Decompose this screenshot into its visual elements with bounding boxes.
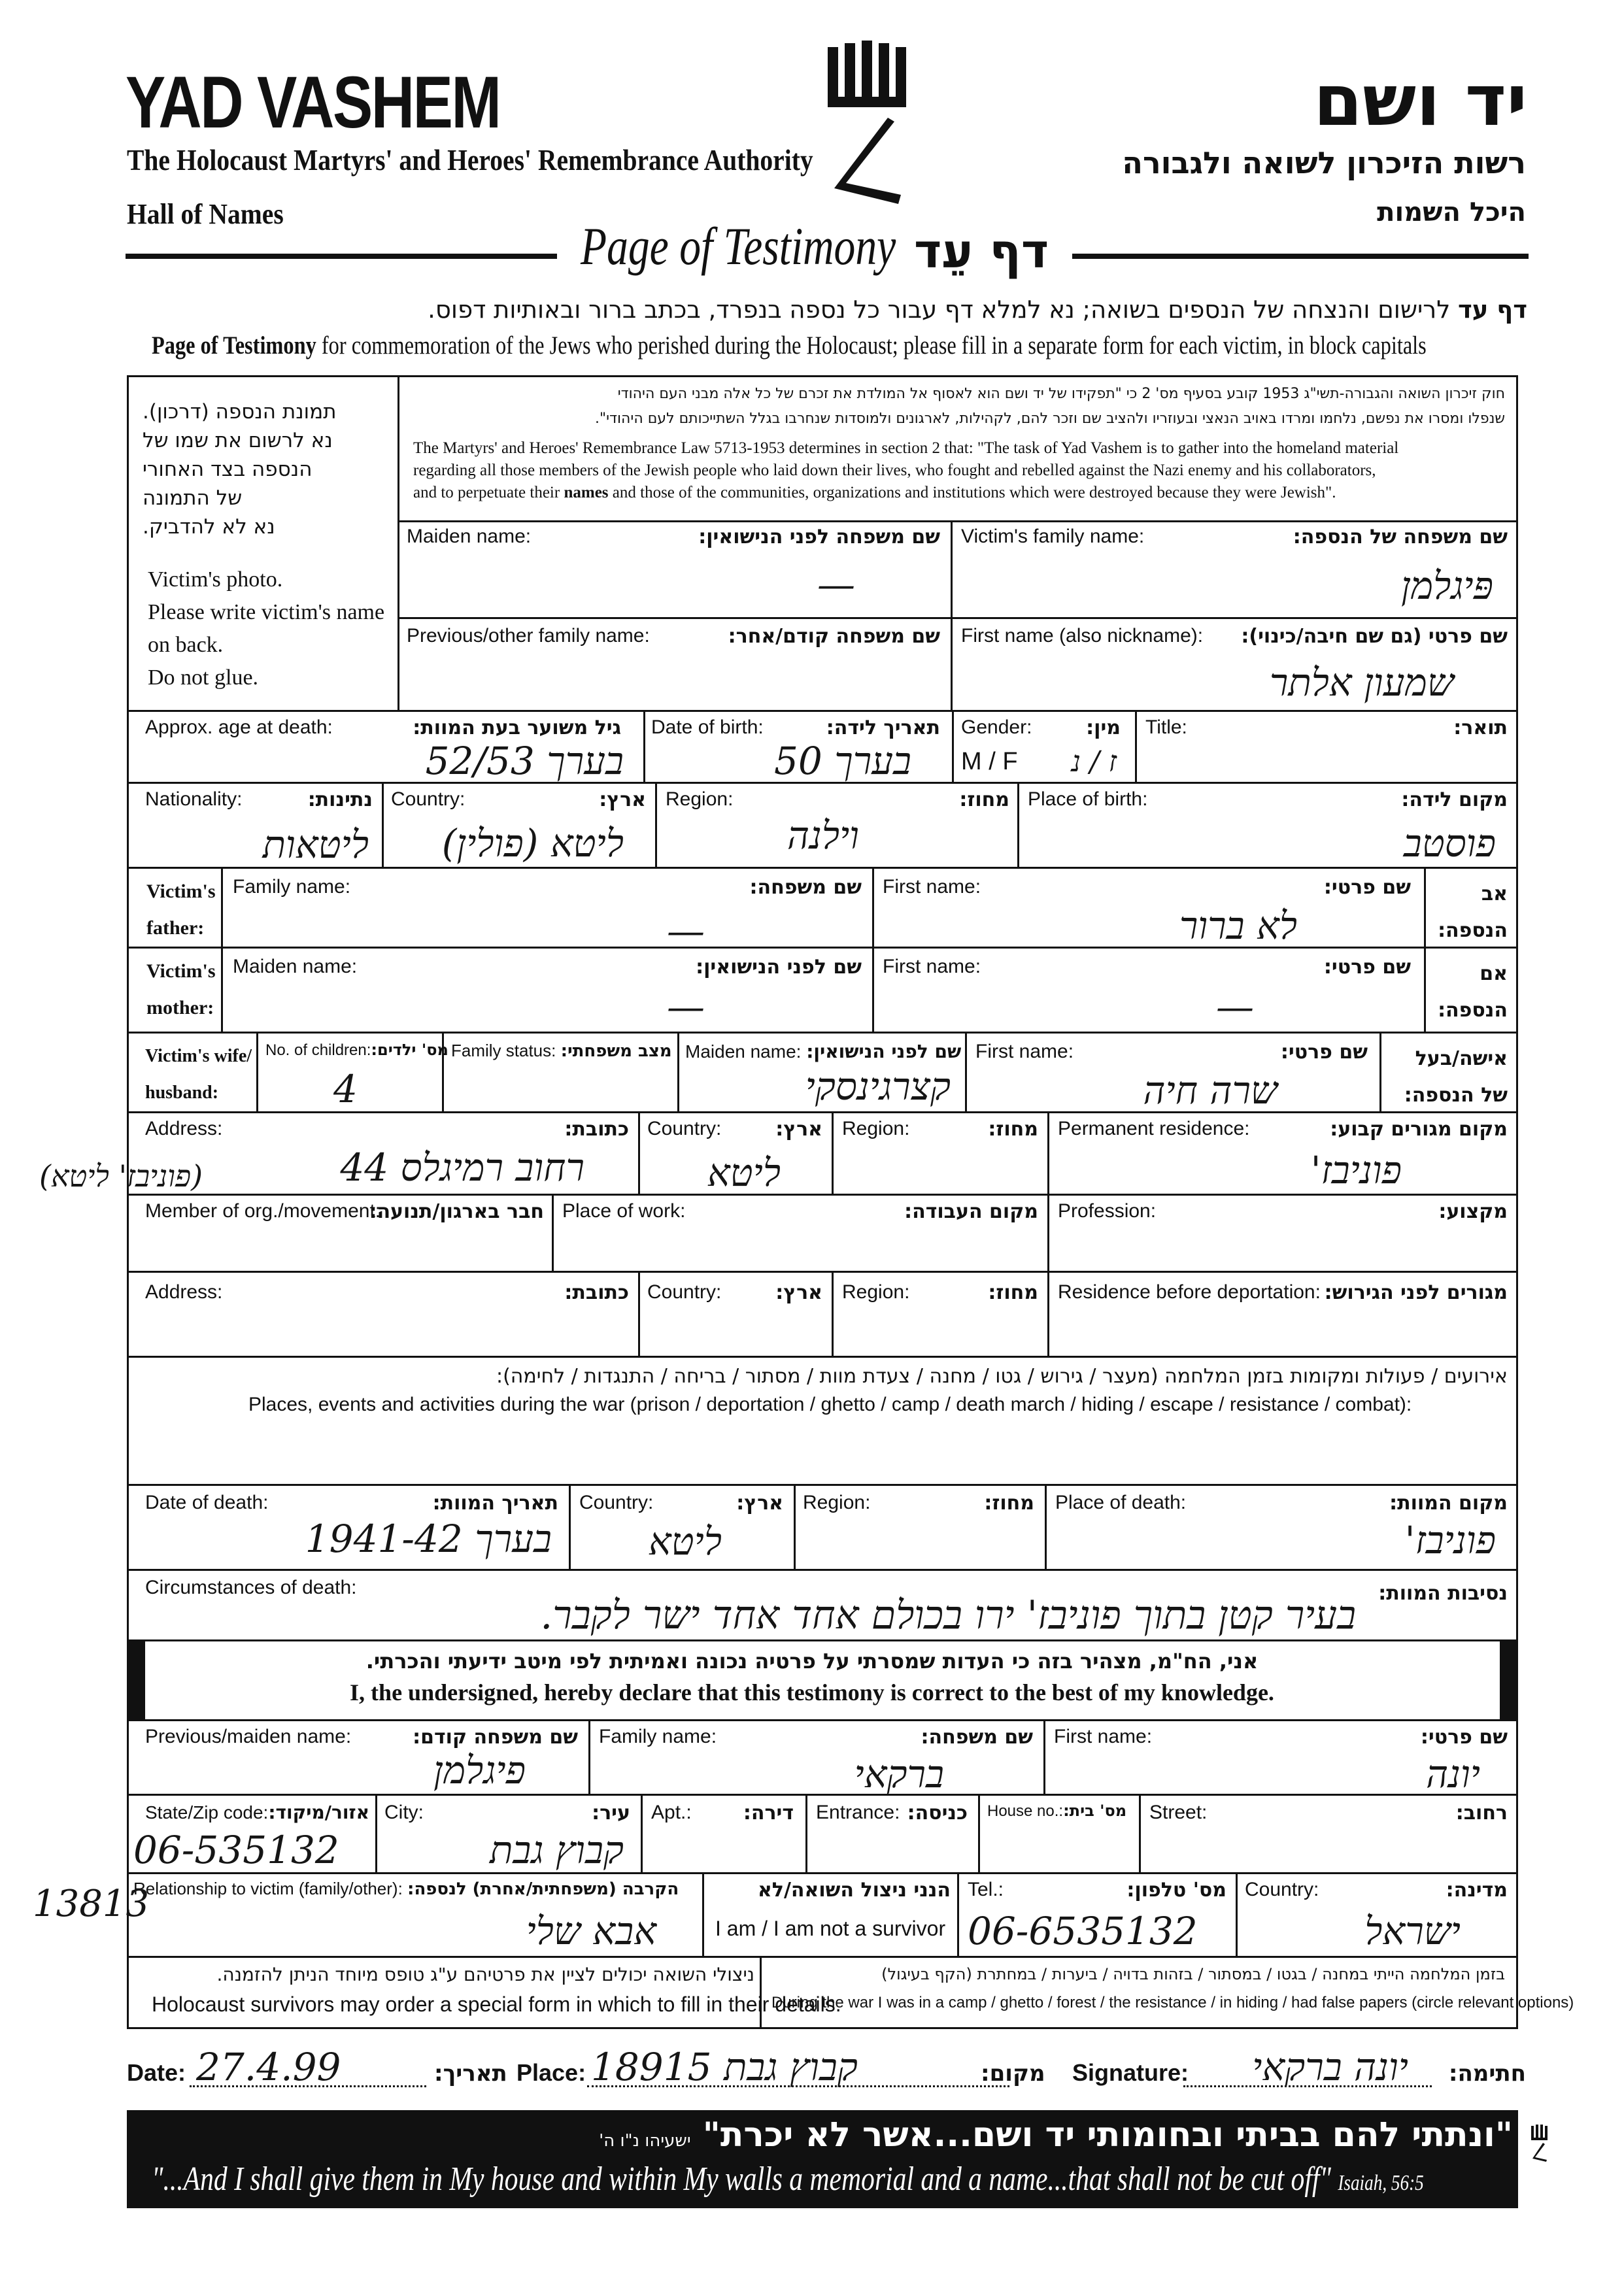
spouse-maiden-label-he: שם לפני הנישואין: bbox=[806, 1041, 962, 1062]
sub-country-label: Country: bbox=[1245, 1879, 1319, 1900]
tel-label-he: מס' טלפון: bbox=[1126, 1879, 1226, 1902]
rule-v-nat3 bbox=[1017, 782, 1019, 867]
sub-prev-label: Previous/maiden name: bbox=[145, 1726, 352, 1747]
rule-v-nat2 bbox=[655, 782, 657, 867]
intro-he bbox=[428, 295, 1527, 324]
rule-war bbox=[127, 1484, 1518, 1486]
family-name-label-he: שם משפחה של הנספה: bbox=[1293, 526, 1508, 548]
status-label-en: Family status: bbox=[451, 1041, 556, 1060]
rule-v-addr3 bbox=[1047, 1111, 1049, 1194]
footer-quote-en bbox=[152, 2160, 1424, 2198]
address2-country-label: Country: bbox=[647, 1281, 722, 1303]
address2-region-label: Region: bbox=[842, 1281, 910, 1303]
date-label-he: תאריך: bbox=[434, 2060, 507, 2087]
member-label: Member of org./movement: bbox=[145, 1200, 381, 1222]
rule-v-age3 bbox=[1135, 710, 1137, 782]
children-label-he: מס' ילדים: bbox=[371, 1041, 448, 1059]
relationship-label bbox=[133, 1879, 679, 1899]
photo-en-3: on back. bbox=[148, 633, 224, 657]
profession-label: Profession: bbox=[1058, 1200, 1157, 1222]
sub-family-label: Family name: bbox=[599, 1726, 717, 1747]
rule-death bbox=[127, 1569, 1518, 1571]
rule-v-s4 bbox=[641, 1794, 643, 1872]
circumstances-label: Circumstances of death: bbox=[145, 1577, 357, 1598]
place-label: Place: bbox=[516, 2059, 586, 2086]
nationality-label: Nationality: bbox=[145, 788, 243, 810]
war-label-he: אירועים / פעולות ומקומות בזמן המלחמה (מעצר / גירוש / גטו / מחנה / צעדת מוות / מסתור / בריחה / התנגדות / לחימה): bbox=[496, 1365, 1508, 1388]
mother-first-label: First name: bbox=[883, 956, 981, 977]
perm-res-label: Permanent residence: bbox=[1058, 1118, 1250, 1139]
rule-v-age1 bbox=[643, 710, 645, 782]
children-label-en: No. of children: bbox=[265, 1041, 371, 1059]
rule-v-s7 bbox=[1139, 1794, 1141, 1872]
prev-name-label: Previous/other family name: bbox=[407, 625, 650, 647]
sub-country-value[interactable]: ישראל bbox=[1364, 1909, 1461, 1953]
address-country-value[interactable]: ליטא bbox=[707, 1151, 781, 1195]
photo-box-instructions-he bbox=[143, 397, 378, 541]
rule-v-work1 bbox=[552, 1194, 554, 1271]
small-logo-icon bbox=[1530, 2125, 1549, 2164]
yad-vashem-logo bbox=[822, 41, 927, 210]
rule-v-s9 bbox=[957, 1872, 959, 1956]
law-en-1: The Martyrs' and Heroes' Remembrance Law 5713-1953 determines in section 2 that: "The task of Yad Vashem is to gather into the homeland material bbox=[413, 439, 1399, 457]
rule-v-s8 bbox=[702, 1872, 704, 1956]
footer-source-en: Isaiah, 56:5 bbox=[1338, 2171, 1424, 2195]
address-region-label: Region: bbox=[842, 1118, 910, 1139]
rule-submitter3 bbox=[127, 1872, 1518, 1874]
father-family-label: Family name: bbox=[233, 876, 351, 898]
zip-value[interactable]: 06-535132 bbox=[133, 1828, 339, 1872]
rule-submitter1 bbox=[127, 1719, 1518, 1721]
dob-value[interactable]: בערך 50 bbox=[773, 739, 911, 783]
title-rule-left bbox=[126, 254, 557, 259]
rule-v-a2-2 bbox=[832, 1271, 834, 1356]
perm-res-label-he: מקום מגורים קבוע: bbox=[1330, 1118, 1508, 1141]
title-rule-right bbox=[1072, 254, 1529, 259]
rule-address1 bbox=[127, 1194, 1518, 1196]
rule-v-s10 bbox=[1236, 1872, 1238, 1956]
survivor-note-left-en: Holocaust survivors may order a special form in which to fill in their details. bbox=[152, 1992, 841, 2016]
apt-label: Apt.: bbox=[651, 1802, 692, 1823]
family-name-label: Victim's family name: bbox=[961, 526, 1145, 547]
mother-side-en-1: Victim's bbox=[146, 960, 216, 982]
rule-v-age2 bbox=[952, 710, 954, 782]
street-label-he: רחוב: bbox=[1455, 1802, 1508, 1824]
address2-country-label-he: ארץ: bbox=[775, 1281, 822, 1304]
sub-first-label: First name: bbox=[1054, 1726, 1153, 1747]
footer-quote-he-text: "ונתתי להם בביתי ובחומותי יד ושם...אשר לא יכרת" bbox=[702, 2115, 1513, 2155]
mother-first-label-he: שם פרטי: bbox=[1323, 956, 1411, 979]
signature-label-he: חתימה: bbox=[1448, 2060, 1526, 2087]
death-date-label-he: תאריך המוות: bbox=[432, 1492, 558, 1515]
rule-v-nat1 bbox=[382, 782, 384, 867]
city-label: City: bbox=[384, 1802, 424, 1823]
father-first-label: First name: bbox=[883, 876, 981, 898]
circumstances-value[interactable]: בעיר קטן בתוך פוניבז' ירו בכולם אחד אחד ישר לקבר. bbox=[540, 1592, 1356, 1638]
rule-spouse bbox=[127, 1111, 1518, 1113]
spouse-side-he bbox=[1404, 1041, 1508, 1114]
footer-quote-he bbox=[599, 2115, 1513, 2155]
intro-he-bold: דף עד bbox=[1458, 295, 1527, 324]
prev-name-label-he: שם משפחה קודם/אחר: bbox=[728, 625, 940, 648]
war-label-en: Places, events and activities during the war (prison / deportation / ghetto / camp / death march / hiding / escape / resistance / combat): bbox=[248, 1394, 1412, 1415]
rule-v-d1 bbox=[569, 1484, 571, 1569]
death-region-label-he: מחוז: bbox=[984, 1492, 1034, 1515]
address-country-label: Country: bbox=[647, 1118, 722, 1139]
intro-en-text: for commemoration of the Jews who perished during the Holocaust; please fill in a separate form for each victim, in block capitals bbox=[321, 331, 1427, 360]
rule-v-s6 bbox=[978, 1794, 980, 1872]
place-label-he: מקום: bbox=[981, 2060, 1045, 2087]
res-before-label-he: מגורים לפני הגירוש: bbox=[1324, 1281, 1508, 1304]
spouse-first-label-he: שם פרטי: bbox=[1280, 1041, 1368, 1064]
death-place-label: Place of death: bbox=[1055, 1492, 1187, 1513]
intro-en bbox=[152, 331, 1427, 360]
rule-nat bbox=[127, 867, 1518, 869]
maiden-name-label: Maiden name: bbox=[407, 526, 532, 547]
intro-en-bold: Page of Testimony bbox=[152, 331, 316, 360]
survivor-note-right-en: During the war I was in a camp / ghetto / forest / the resistance / in hiding / had false papers (circle relevant options) bbox=[771, 1994, 1574, 2011]
workplace-label-he: מקום העבודה: bbox=[904, 1200, 1038, 1223]
zip-label bbox=[145, 1802, 369, 1823]
authority-he: רשות הזיכרון לשואה ולגבורה bbox=[1122, 145, 1526, 180]
rule-father bbox=[127, 947, 1518, 949]
id-number: 13813 bbox=[33, 1883, 150, 1925]
mother-side-en-2: mother: bbox=[146, 997, 214, 1018]
mother-side-he-1: אם bbox=[1480, 962, 1508, 985]
city-value[interactable]: קבוץ גבת bbox=[490, 1828, 624, 1872]
photo-he-4: של התמונה bbox=[143, 486, 243, 510]
sub-family-label-he: שם משפחה: bbox=[921, 1726, 1033, 1749]
entrance-label-he: כניסה: bbox=[907, 1802, 968, 1824]
country-label: Country: bbox=[391, 788, 465, 810]
rule-work bbox=[127, 1271, 1518, 1273]
survivor-note-left-he: ניצולי השואה יכולים לציין את פרטיהם ע"ג טופס מיוחד הניתן להזמנה. bbox=[216, 1964, 754, 1985]
photo-he-3: הנספה בצד האחורי bbox=[143, 458, 313, 481]
date-value[interactable]: 27.4.99 bbox=[196, 2045, 341, 2089]
father-side-en-1: Victim's bbox=[146, 881, 216, 902]
street-label: Street: bbox=[1149, 1802, 1208, 1823]
rule-submitter4 bbox=[127, 1956, 1518, 1958]
photo-he-2: נא לרשום את שמו של bbox=[143, 429, 333, 452]
death-country-value[interactable]: ליטא bbox=[648, 1519, 722, 1564]
country-label-he: ארץ: bbox=[599, 788, 646, 811]
spouse-first-value[interactable]: שרה חיה bbox=[1143, 1068, 1277, 1113]
spouse-side-he-2: של הנספה: bbox=[1404, 1084, 1508, 1107]
address-region-label-he: מחוז: bbox=[988, 1118, 1038, 1141]
relationship-label-en: Relationship to victim (family/other): bbox=[133, 1879, 403, 1898]
death-region-label: Region: bbox=[803, 1492, 871, 1513]
sub-first-label-he: שם פרטי: bbox=[1420, 1726, 1508, 1749]
law-he-2: שנפלו ומסרו את נפשם, נלחמו ומרדו באויב הנאצי ובעוזריו ולהציב שם וזכר להם, לקהילות, לארגונים ולמוסדות שנחרבו בגלל השתייכותם לעם היהודי". bbox=[595, 411, 1505, 427]
rule-v-d2 bbox=[794, 1484, 796, 1569]
rule-address2 bbox=[127, 1356, 1518, 1358]
relationship-label-he: הקרבה (משפחתית/אחרת) לנספה: bbox=[407, 1879, 679, 1899]
law-en-3b: names bbox=[564, 484, 609, 501]
age-value[interactable]: בערך 52/53 bbox=[425, 739, 624, 783]
address-label-he: כתובת: bbox=[564, 1118, 629, 1141]
father-side-he-2: הנספה: bbox=[1438, 919, 1508, 942]
tel-value[interactable]: 06-6535132 bbox=[968, 1909, 1198, 1953]
intro-he-text: לרישום והנצחה של הנספים בשואה; נא למלא דף עבור כל נספה בנפרד, בכתב ברור ובאותיות דפוס. bbox=[428, 295, 1451, 324]
spouse-maiden-label-en: Maiden name: bbox=[685, 1041, 802, 1062]
father-first-label-he: שם פרטי: bbox=[1323, 876, 1411, 899]
address-country-label-he: ארץ: bbox=[775, 1118, 822, 1141]
spouse-side-he-1: אישה/בעל bbox=[1415, 1047, 1508, 1070]
father-side-he bbox=[1438, 876, 1508, 949]
photo-en-4: Do not glue. bbox=[148, 665, 259, 690]
place-value[interactable]: 18915 קבוץ גבת bbox=[591, 2045, 858, 2089]
rule-v-names bbox=[951, 520, 953, 710]
rule-v-sp3 bbox=[677, 1032, 679, 1111]
mother-side-he-2: הנספה: bbox=[1438, 999, 1508, 1022]
spouse-maiden-label bbox=[685, 1041, 961, 1062]
dob-label-he: תאריך לידה: bbox=[826, 716, 940, 739]
rule-v-s2 bbox=[1043, 1719, 1045, 1794]
photo-he-1: תמונת הנספה (דרכון). bbox=[143, 400, 337, 424]
rule-photo bbox=[127, 710, 1518, 712]
rule-v-sp4 bbox=[965, 1032, 967, 1111]
rule-v-photo bbox=[398, 375, 399, 710]
rule-submitter2 bbox=[127, 1794, 1518, 1796]
death-place-label-he: מקום המוות: bbox=[1389, 1492, 1508, 1515]
father-side-he-1: אב bbox=[1481, 882, 1508, 905]
zip-label-he: אזור/מיקוד: bbox=[268, 1802, 370, 1823]
declaration-he: אני, הח"מ, מצהיר בזה כי העדות שמסרתי על פרטיה נכונה ואמיתית לפי מיטב ידיעתי והכרתי. bbox=[365, 1649, 1259, 1673]
pob-label: Place of birth: bbox=[1028, 788, 1148, 810]
rule-mother bbox=[127, 1032, 1518, 1034]
address-value[interactable]: רחוב רמיגלס 44 bbox=[340, 1145, 584, 1190]
perm-res-value[interactable]: פוניבז' bbox=[1310, 1148, 1402, 1192]
address-label: Address: bbox=[145, 1118, 223, 1139]
mother-side-en bbox=[146, 953, 216, 1026]
rule-v-sp1 bbox=[256, 1032, 258, 1111]
spouse-side-en bbox=[145, 1038, 252, 1111]
first-name-value[interactable]: שמעון אלתר bbox=[1269, 660, 1454, 705]
maiden-name-value[interactable]: — bbox=[817, 562, 855, 607]
signature-value[interactable]: יונה ברקאי bbox=[1252, 2045, 1408, 2089]
hall-he: היכל השמות bbox=[1377, 197, 1526, 227]
dob-label: Date of birth: bbox=[651, 716, 764, 738]
spouse-side-en-2: husband: bbox=[145, 1083, 219, 1103]
photo-he-5: נא לא להדביק. bbox=[143, 515, 275, 539]
signature-label: Signature: bbox=[1072, 2059, 1189, 2086]
res-before-label: Residence before deportation: bbox=[1058, 1281, 1321, 1303]
law-en-3a: and to perpetuate their bbox=[413, 484, 560, 501]
title-en: Page of Testimony bbox=[581, 216, 896, 276]
entrance-label: Entrance: bbox=[816, 1802, 900, 1823]
status-label bbox=[451, 1041, 672, 1061]
mother-maiden-label-he: שם לפני הנישואין: bbox=[696, 956, 862, 979]
father-side-en bbox=[146, 873, 216, 947]
rule-names-mid bbox=[399, 617, 1518, 619]
tel-label: Tel.: bbox=[968, 1879, 1004, 1900]
gender-label-he: מין: bbox=[1086, 716, 1121, 739]
declaration-en: I, the undersigned, hereby declare that this testimony is correct to the best of my knowledge. bbox=[350, 1679, 1274, 1706]
status-label-he: מצב משפחתי: bbox=[560, 1041, 672, 1061]
footer-quote-en-text: "...And I shall give them in My house and within My walls a memorial and a name...that shall not be cut off" bbox=[152, 2160, 1331, 2198]
relationship-value[interactable]: אבא שלי bbox=[526, 1909, 656, 1953]
region-value[interactable]: וילנה bbox=[787, 813, 859, 858]
death-country-label: Country: bbox=[579, 1492, 654, 1513]
nationality-label-he: נתינות: bbox=[307, 788, 373, 811]
rule-v-s1 bbox=[588, 1719, 590, 1794]
mother-first-value[interactable]: — bbox=[1216, 984, 1254, 1029]
rule-v-a2-3 bbox=[1047, 1271, 1049, 1356]
father-side-en-2: father: bbox=[146, 917, 205, 939]
footer-source-he: ישעיהו נ"ו ה' bbox=[599, 2131, 691, 2151]
maiden-name-label-he: שם משפחה לפני הנישואין: bbox=[698, 526, 940, 548]
title-he: דף עֵד bbox=[914, 224, 1049, 278]
first-name-label-he: שם פרטי (גם שם חיבה/כינוי): bbox=[1241, 625, 1508, 648]
age-label-he: גיל משוער בעת המוות: bbox=[413, 716, 621, 739]
hall-en: Hall of Names bbox=[127, 198, 284, 230]
father-first-value[interactable]: לא ברור bbox=[1179, 903, 1297, 948]
death-country-label-he: ארץ: bbox=[736, 1492, 783, 1515]
apt-label-he: דירה: bbox=[743, 1802, 794, 1824]
zip-label-en: State/Zip code: bbox=[145, 1802, 269, 1823]
address2-label-he: כתובת: bbox=[564, 1281, 629, 1304]
address2-region-label-he: מחוז: bbox=[988, 1281, 1038, 1304]
country-value[interactable]: ליטא (פולין) bbox=[441, 821, 624, 866]
nationality-value[interactable]: ליטאות bbox=[262, 822, 369, 867]
member-label-he: חבר בארגון/תנועה: bbox=[369, 1200, 544, 1223]
house-label-en: House no.: bbox=[987, 1802, 1064, 1820]
law-en-3c: and those of the communities, organizations and institutions which were destroyed because they were Jewish". bbox=[612, 484, 1336, 501]
rule-v-father3 bbox=[1424, 867, 1426, 1032]
mother-side-he bbox=[1438, 956, 1508, 1029]
rule-v-father1 bbox=[221, 867, 223, 1032]
sub-first-value[interactable]: יונה bbox=[1426, 1752, 1480, 1796]
spouse-maiden-value[interactable]: קצרגינסקי bbox=[805, 1064, 951, 1109]
date-label: Date: bbox=[127, 2059, 186, 2086]
region-label-he: מחוז: bbox=[959, 788, 1009, 811]
region-label: Region: bbox=[666, 788, 734, 810]
gender-label: Gender: bbox=[961, 716, 1032, 738]
father-family-label-he: שם משפחה: bbox=[749, 876, 862, 899]
city-label-he: עיר: bbox=[592, 1802, 630, 1824]
rule-law bbox=[399, 520, 1518, 522]
rule-v-addr2 bbox=[832, 1111, 834, 1194]
sub-country-label-he: מדינה: bbox=[1446, 1879, 1508, 1902]
photo-en-1: Victim's photo. bbox=[148, 567, 283, 592]
law-he-1: חוק זיכרון השואה והגבורה-תשי"ג 1953 קובע בסעיף מס' 2 כי "תפקידו של יד ושם הוא לאסוף אל המולדת את זכרם של כל אלה מבני העם היהודי bbox=[617, 386, 1505, 402]
workplace-label: Place of work: bbox=[562, 1200, 686, 1222]
circumstances-label-he: נסיבות המוות: bbox=[1378, 1582, 1508, 1605]
survivor-he: הנני ניצול השואה/לא bbox=[757, 1879, 951, 1902]
mother-maiden-label: Maiden name: bbox=[233, 956, 358, 977]
rule-v-d3 bbox=[1045, 1484, 1047, 1569]
photo-en-2: Please write victim's name bbox=[148, 600, 385, 624]
org-name-en: YAD VASHEM bbox=[126, 61, 500, 143]
survivor-en: I am / I am not a survivor bbox=[715, 1917, 946, 1940]
rule-v-father2 bbox=[872, 867, 874, 1032]
sub-prev-label-he: שם משפחה קודם: bbox=[413, 1726, 578, 1749]
gender-value[interactable]: ז / נ bbox=[1071, 745, 1117, 779]
rule-v-s5 bbox=[805, 1794, 807, 1872]
margin-note: (פוניבז' ליטא) bbox=[39, 1158, 203, 1194]
rule-v-addr1 bbox=[638, 1111, 640, 1194]
sub-family-value[interactable]: ברקאי bbox=[854, 1752, 944, 1796]
survivor-note-right-he: בזמן המלחמה הייתי במחנה / בגטו / במסתור / בזהות בדויה / ביערות / במחתרת (הקף בעיגול) bbox=[881, 1965, 1505, 1983]
pob-value[interactable]: פוסטב bbox=[1403, 821, 1496, 866]
rule-v-sp5 bbox=[1379, 1032, 1381, 1111]
gender-mf: M / F bbox=[961, 748, 1018, 775]
org-name-he: יד ושם bbox=[1313, 60, 1527, 142]
photo-box-instructions-en bbox=[148, 563, 384, 694]
house-label-he: מס' בית: bbox=[1063, 1802, 1127, 1820]
death-place-value[interactable]: פוניבז' bbox=[1404, 1518, 1496, 1562]
death-date-label: Date of death: bbox=[145, 1492, 269, 1513]
house-label bbox=[987, 1802, 1126, 1821]
law-en-3 bbox=[413, 484, 1336, 502]
sub-prev-value[interactable]: פיגלמן bbox=[433, 1748, 526, 1792]
profession-label-he: מקצוע: bbox=[1438, 1200, 1508, 1223]
rule-v-work2 bbox=[1047, 1194, 1049, 1271]
mother-maiden-value[interactable]: — bbox=[667, 984, 705, 1029]
address2-label: Address: bbox=[145, 1281, 223, 1303]
first-name-label: First name (also nickname): bbox=[961, 625, 1204, 647]
title-label: Title: bbox=[1145, 716, 1187, 738]
authority-en: The Holocaust Martyrs' and Heroes' Remembrance Authority bbox=[127, 143, 813, 176]
law-en-2: regarding all those members of the Jewish people who laid down their lives, who fought and rebelled against the Nazi enemy and his collaborators, bbox=[413, 462, 1376, 479]
pob-label-he: מקום לידה: bbox=[1401, 788, 1508, 811]
death-date-value[interactable]: בערך 1941-42 bbox=[305, 1517, 552, 1561]
spouse-side-en-1: Victim's wife/ bbox=[145, 1046, 252, 1066]
age-label: Approx. age at death: bbox=[145, 716, 333, 738]
rule-v-s3 bbox=[375, 1794, 377, 1872]
spouse-first-label: First name: bbox=[975, 1041, 1074, 1062]
children-value[interactable]: 4 bbox=[333, 1067, 358, 1111]
rule-v-a2-1 bbox=[638, 1271, 640, 1356]
father-family-value[interactable]: — bbox=[667, 909, 705, 953]
family-name-value[interactable]: פּיגלמן bbox=[1400, 563, 1493, 608]
children-label bbox=[265, 1041, 448, 1060]
title-label-he: תואר: bbox=[1453, 716, 1508, 739]
